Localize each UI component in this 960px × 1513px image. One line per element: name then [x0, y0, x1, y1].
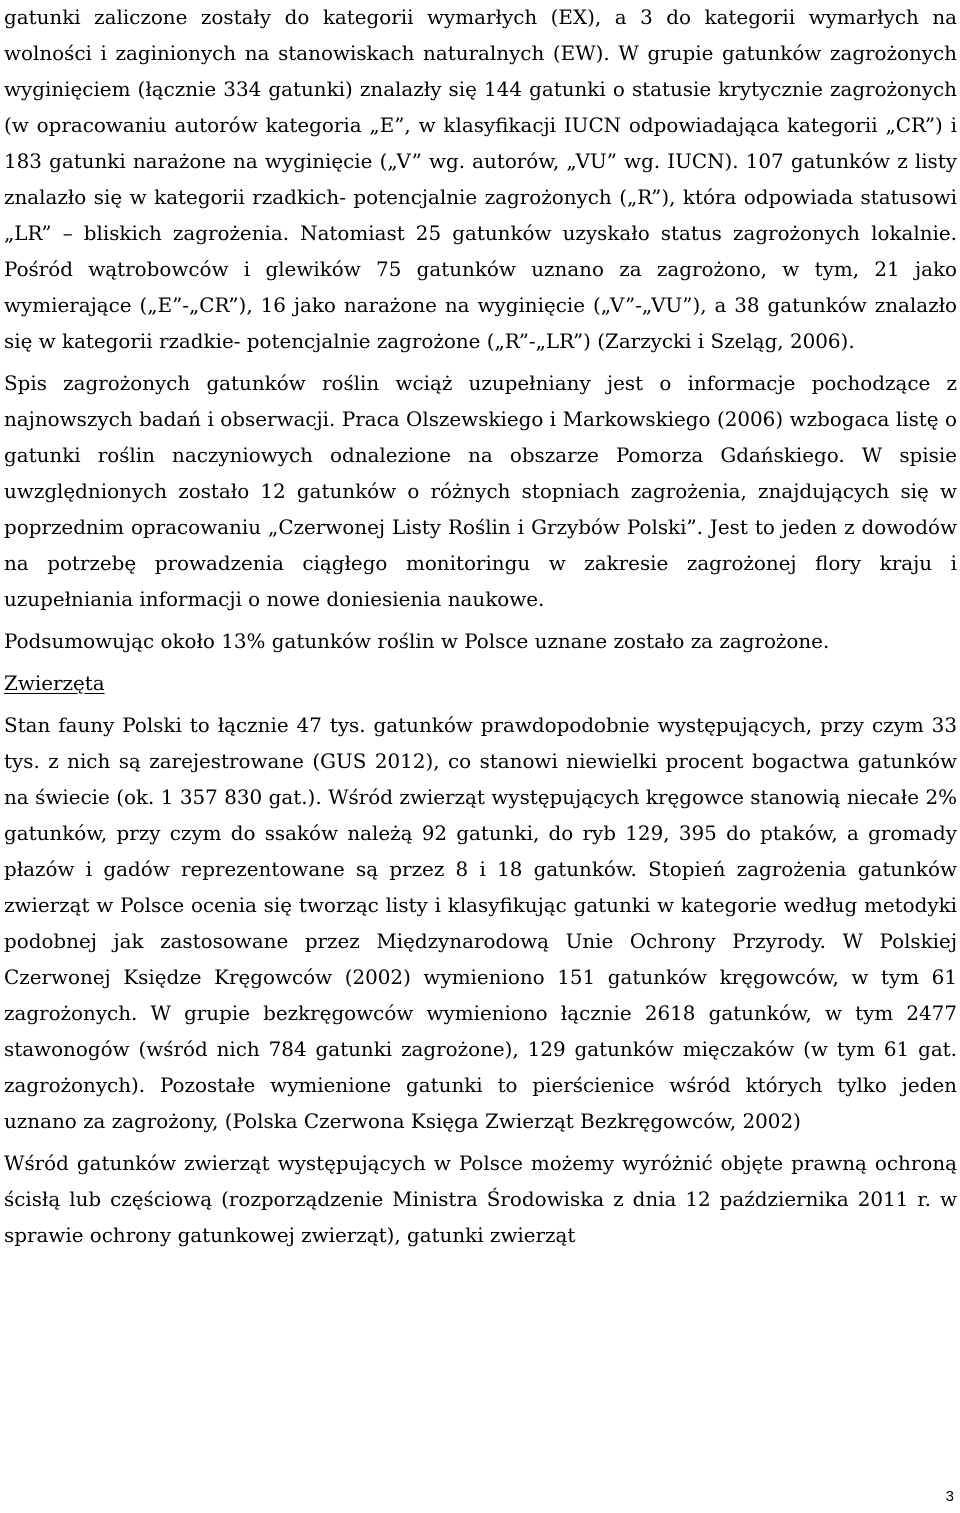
paragraph-protected-species: Wśród gatunków zwierząt występujących w Polsce możemy wyróżnić objęte prawną ochroną ścisłą lub częściową (rozporządzenie Ministra Środowiska z dnia 12 października 2011 r. w sprawie ochrony gatunkowej zwierząt), gatunki zwierząt [4, 1152, 957, 1247]
paragraph-fauna-overview: Stan fauny Polski to łącznie 47 tys. gatunków prawdopodobnie występujących, przy czym 33 tys. z nich są zarejestrowane (GUS 2012), co stanowi niewielki procent bogactwa gatunków na świecie (ok. 1 357 830 gat.). Wśród zwierząt występujących kręgowce stanowią niecałe 2% gatunków, przy czym do ssaków należą 92 gatunki, do ryb 129, 395 do ptaków, a gromady płazów i gadów reprezentowane są przez 8 i 18 gatunków. Stopień zagrożenia gatunków zwierząt w Polsce ocenia się tworząc listy i klasyfikując gatunki w kategorie według metodyki podobnej jak zastosowane przez Międzynarodową Unie Ochrony Przyrody. W Polskiej Czerwonej Księdze Kręgowców (2002) wymieniono 151 gatunków kręgowców, w tym 61 zagrożonych. W grupie bezkręgowców wymieniono łącznie 2618 gatunków, w tym 2477 stawonogów (wśród nich 784 gatunki zagrożone), 129 gatunków mięczaków (w tym 61 gat. zagrożonych). Pozostałe wymienione gatunki to pierścienice wśród których tylko jeden uznano za zagrożony, (Polska Czerwona Księga Zwierząt Bezkręgowców, 2002) [4, 714, 957, 1133]
paragraph-plant-list-updates: Spis zagrożonych gatunków roślin wciąż uzupełniany jest o informacje pochodzące z najnowszych badań i obserwacji. Praca Olszewskiego i Markowskiego (2006) wzbogaca listę o gatunki roślin naczyniowych odnalezione na obszarze Pomorza Gdańskiego. W spisie uwzględnionych zostało 12 gatunków o różnych stopniach zagrożenia, znajdujących się w poprzednim opracowaniu „Czerwonej Listy Roślin i Grzybów Polski”. Jest to jeden z dowodów na potrzebę prowadzenia ciągłego monitoringu w zakresie zagrożonej flory kraju i uzupełniania informacji o nowe doniesienia naukowe. [4, 372, 957, 611]
page-number: 3 [945, 1488, 954, 1505]
paragraph-plant-categories: gatunki zaliczone zostały do kategorii wymarłych (EX), a 3 do kategorii wymarłych na wolności i zaginionych na stanowiskach naturalnych (EW). W grupie gatunków zagrożonych wyginięciem (łącznie 334 gatunki) znalazły się 144 gatunki o statusie krytycznie zagrożonych (w opracowaniu autorów kategoria „E”, w klasyfikacji IUCN odpowiadająca kategorii „CR”) i 183 gatunki narażone na wyginięcie („V” wg. autorów, „VU” wg. IUCN). 107 gatunków z listy znalazło się w kategorii rzadkich- potencjalnie zagrożonych („R”), która odpowiada statusowi „LR” – bliskich zagrożenia. Natomiast 25 gatunków uzyskało status zagrożonych lokalnie. Pośród wątrobowców i glewików 75 gatunków uznano za zagrożono, w tym, 21 jako wymierające („E”-„CR”), 16 jako narażone na wyginięcie („V”-„VU”), a 38 gatunków znalazło się w kategorii rzadkie- potencjalnie zagrożone („R”-„LR”) (Zarzycki i Szeląg, 2006). [4, 6, 957, 353]
section-heading-animals: Zwierzęta [4, 672, 105, 695]
paragraph-plant-summary: Podsumowując około 13% gatunków roślin w Polsce uznane zostało za zagrożone. [4, 630, 830, 653]
